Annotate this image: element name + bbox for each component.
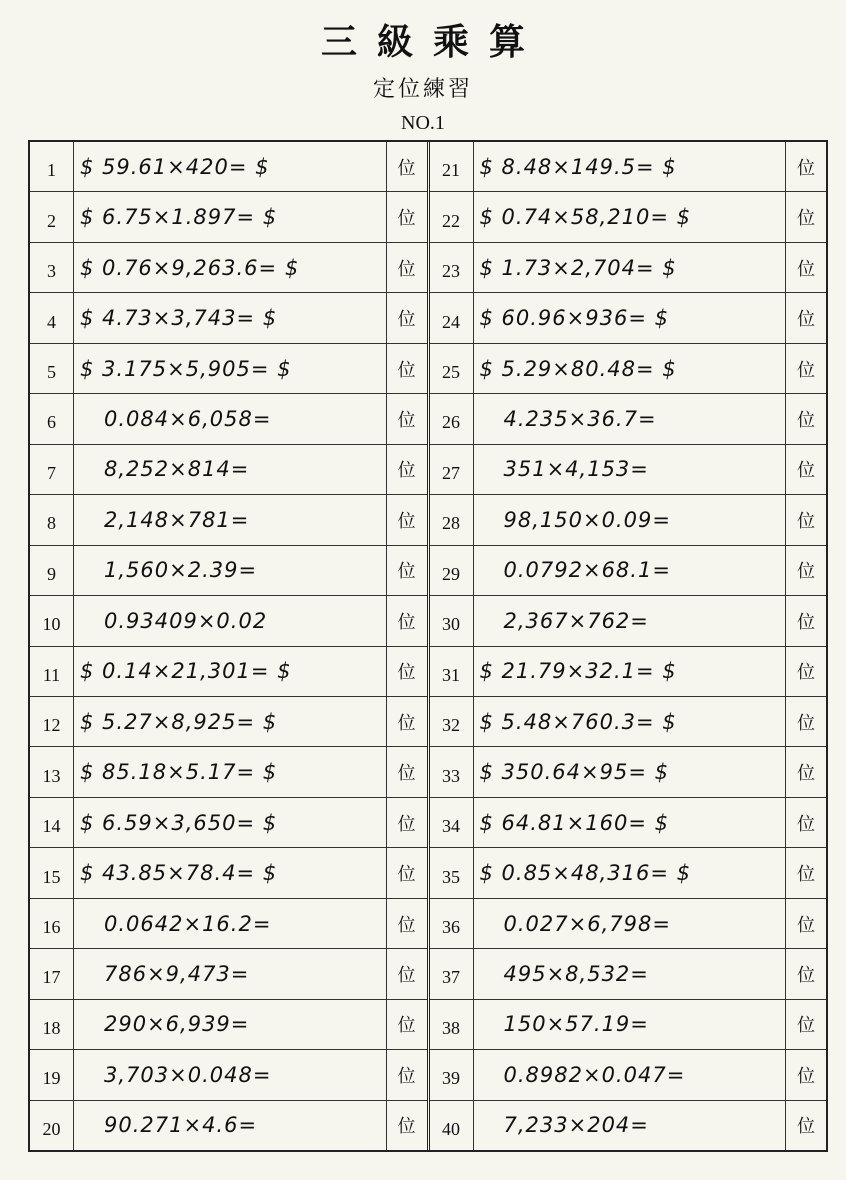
problem-expression: 495×8,532= (503, 961, 649, 986)
unit-label: 位 (386, 495, 427, 544)
unit-label: 位 (386, 949, 427, 998)
problem-number: 35 (430, 848, 474, 897)
problem-expression: $ 0.14×21,301= $ (80, 659, 292, 684)
unit-label: 位 (386, 1101, 427, 1150)
problem-expression: $ 5.27×8,925= $ (80, 709, 278, 734)
unit-label: 位 (386, 798, 427, 847)
unit-label: 位 (785, 1000, 826, 1049)
problem-number: 10 (30, 596, 74, 645)
problem-row (430, 949, 827, 999)
problem-number: 33 (430, 747, 474, 796)
problem-row (430, 899, 827, 949)
problem-expression: 4.235×36.7= (503, 406, 657, 431)
problem-expression: $ 8.48×149.5= $ (479, 154, 677, 179)
page-number: NO.1 (401, 112, 445, 134)
unit-label: 位 (785, 697, 826, 746)
problem-expression: $ 350.64×95= $ (479, 760, 669, 785)
unit-label: 位 (785, 798, 826, 847)
problem-number: 38 (430, 1000, 474, 1049)
problem-row (30, 697, 427, 747)
unit-label: 位 (785, 142, 826, 191)
problem-number: 9 (30, 546, 74, 595)
problem-row (430, 394, 827, 444)
problem-expression: $ 0.74×58,210= $ (479, 205, 692, 230)
problem-number: 13 (30, 747, 74, 796)
problem-row (430, 798, 827, 848)
problem-number: 37 (430, 949, 474, 998)
problem-expression: $ 43.85×78.4= $ (80, 861, 278, 886)
unit-label: 位 (386, 596, 427, 645)
unit-label: 位 (785, 899, 826, 948)
problem-expression: $ 1.73×2,704= $ (479, 255, 677, 280)
problem-expression: $ 6.75×1.897= $ (80, 205, 278, 230)
problem-row (430, 848, 827, 898)
problem-row (430, 495, 827, 545)
problem-row (430, 344, 827, 394)
problem-table (28, 140, 828, 1152)
problem-row (30, 293, 427, 343)
problem-expression: 8,252×814= (104, 457, 250, 482)
unit-label: 位 (386, 697, 427, 746)
problem-expression: $ 0.85×48,316= $ (479, 861, 692, 886)
problem-row (30, 445, 427, 495)
problem-row (430, 697, 827, 747)
unit-label: 位 (785, 1101, 826, 1150)
unit-label: 位 (785, 747, 826, 796)
problem-number: 17 (30, 949, 74, 998)
problem-expression: $ 6.59×3,650= $ (80, 810, 278, 835)
problem-row (30, 243, 427, 293)
problem-expression: $ 60.96×936= $ (479, 306, 669, 331)
unit-label: 位 (785, 344, 826, 393)
problem-row (30, 192, 427, 242)
problem-row (30, 949, 427, 999)
worksheet-subtitle: 定位練習 (372, 77, 473, 102)
problem-expression: 0.027×6,798= (503, 911, 671, 936)
problem-expression: 0.084×6,058= (104, 406, 272, 431)
problem-number: 29 (430, 546, 474, 595)
problem-number: 28 (430, 495, 474, 544)
problem-number: 16 (30, 899, 74, 948)
unit-label: 位 (785, 243, 826, 292)
unit-label: 位 (785, 848, 826, 897)
problem-row (430, 142, 827, 192)
unit-label: 位 (386, 293, 427, 342)
problem-expression: 0.93409×0.02 (104, 608, 268, 633)
unit-label: 位 (386, 647, 427, 696)
problem-expression: 0.8982×0.047= (503, 1062, 686, 1087)
unit-label: 位 (386, 142, 427, 191)
problem-number: 2 (30, 192, 74, 241)
problem-number: 25 (430, 344, 474, 393)
problem-number: 32 (430, 697, 474, 746)
problem-row (30, 394, 427, 444)
unit-label: 位 (785, 546, 826, 595)
problem-expression: $ 5.29×80.48= $ (479, 356, 677, 381)
problem-expression: 290×6,939= (104, 1012, 250, 1037)
unit-label: 位 (785, 1050, 826, 1099)
problem-number: 18 (30, 1000, 74, 1049)
problem-row (30, 596, 427, 646)
problem-row (30, 798, 427, 848)
problem-row (430, 192, 827, 242)
unit-label: 位 (785, 949, 826, 998)
problem-expression: 150×57.19= (503, 1012, 649, 1037)
problem-number: 1 (30, 142, 74, 191)
unit-label: 位 (386, 1000, 427, 1049)
problem-number: 30 (430, 596, 474, 645)
problem-number: 5 (30, 344, 74, 393)
problem-expression: $ 59.61×420= $ (80, 154, 270, 179)
problem-row (430, 1000, 827, 1050)
problem-number: 14 (30, 798, 74, 847)
problem-number: 11 (30, 647, 74, 696)
unit-label: 位 (386, 1050, 427, 1099)
problem-expression: 1,560×2.39= (104, 558, 258, 583)
problem-expression: 98,150×0.09= (503, 507, 671, 532)
problem-expression: 2,148×781= (104, 507, 250, 532)
problem-row (430, 243, 827, 293)
unit-label: 位 (386, 192, 427, 241)
problem-expression: 0.0792×68.1= (503, 558, 671, 583)
unit-label: 位 (386, 747, 427, 796)
problem-expression: 2,367×762= (503, 608, 649, 633)
problem-row (30, 1101, 427, 1150)
problem-row (30, 495, 427, 545)
unit-label: 位 (785, 647, 826, 696)
problem-number: 20 (30, 1101, 74, 1150)
problem-expression: $ 0.76×9,263.6= $ (80, 255, 300, 280)
problem-expression: 786×9,473= (104, 961, 250, 986)
problem-row (430, 293, 827, 343)
problem-number: 6 (30, 394, 74, 443)
problem-number: 7 (30, 445, 74, 494)
problem-row (430, 647, 827, 697)
problem-number: 19 (30, 1050, 74, 1099)
problem-expression: $ 85.18×5.17= $ (80, 760, 278, 785)
problem-expression: $ 64.81×160= $ (479, 810, 669, 835)
problem-number: 4 (30, 293, 74, 342)
problem-row (430, 546, 827, 596)
problem-expression: $ 4.73×3,743= $ (80, 306, 278, 331)
problem-row (30, 546, 427, 596)
problem-number: 15 (30, 848, 74, 897)
unit-label: 位 (386, 394, 427, 443)
problem-row (30, 747, 427, 797)
problem-number: 21 (430, 142, 474, 191)
problem-number: 3 (30, 243, 74, 292)
problem-number: 23 (430, 243, 474, 292)
problem-number: 26 (430, 394, 474, 443)
problem-row (30, 1050, 427, 1100)
worksheet-title: 三級乘算 (320, 21, 545, 63)
problem-expression: $ 3.175×5,905= $ (80, 356, 292, 381)
problem-number: 40 (430, 1101, 474, 1150)
unit-label: 位 (785, 445, 826, 494)
problem-number: 36 (430, 899, 474, 948)
unit-label: 位 (785, 192, 826, 241)
problem-row (430, 747, 827, 797)
unit-label: 位 (785, 394, 826, 443)
unit-label: 位 (785, 596, 826, 645)
unit-label: 位 (785, 495, 826, 544)
unit-label: 位 (785, 293, 826, 342)
problem-number: 31 (430, 647, 474, 696)
problem-expression: 0.0642×16.2= (104, 911, 272, 936)
unit-label: 位 (386, 344, 427, 393)
problem-row (30, 344, 427, 394)
problem-row (30, 1000, 427, 1050)
problem-number: 24 (430, 293, 474, 342)
problem-column-left (30, 142, 430, 1150)
unit-label: 位 (386, 445, 427, 494)
problem-number: 12 (30, 697, 74, 746)
problem-row (430, 1050, 827, 1100)
problem-expression: 7,233×204= (503, 1113, 649, 1138)
problem-column-right (430, 142, 827, 1150)
problem-expression: $ 21.79×32.1= $ (479, 659, 677, 684)
unit-label: 位 (386, 546, 427, 595)
problem-expression: 351×4,153= (503, 457, 649, 482)
problem-row (30, 647, 427, 697)
problem-row (430, 1101, 827, 1150)
problem-expression: 3,703×0.048= (104, 1062, 272, 1087)
problem-expression: $ 5.48×760.3= $ (479, 709, 677, 734)
problem-number: 27 (430, 445, 474, 494)
problem-number: 34 (430, 798, 474, 847)
problem-row (430, 445, 827, 495)
problem-number: 39 (430, 1050, 474, 1099)
problem-row (30, 848, 427, 898)
unit-label: 位 (386, 243, 427, 292)
problem-row (30, 899, 427, 949)
problem-number: 8 (30, 495, 74, 544)
problem-row (30, 142, 427, 192)
problem-row (430, 596, 827, 646)
unit-label: 位 (386, 848, 427, 897)
unit-label: 位 (386, 899, 427, 948)
problem-number: 22 (430, 192, 474, 241)
problem-expression: 90.271×4.6= (104, 1113, 258, 1138)
